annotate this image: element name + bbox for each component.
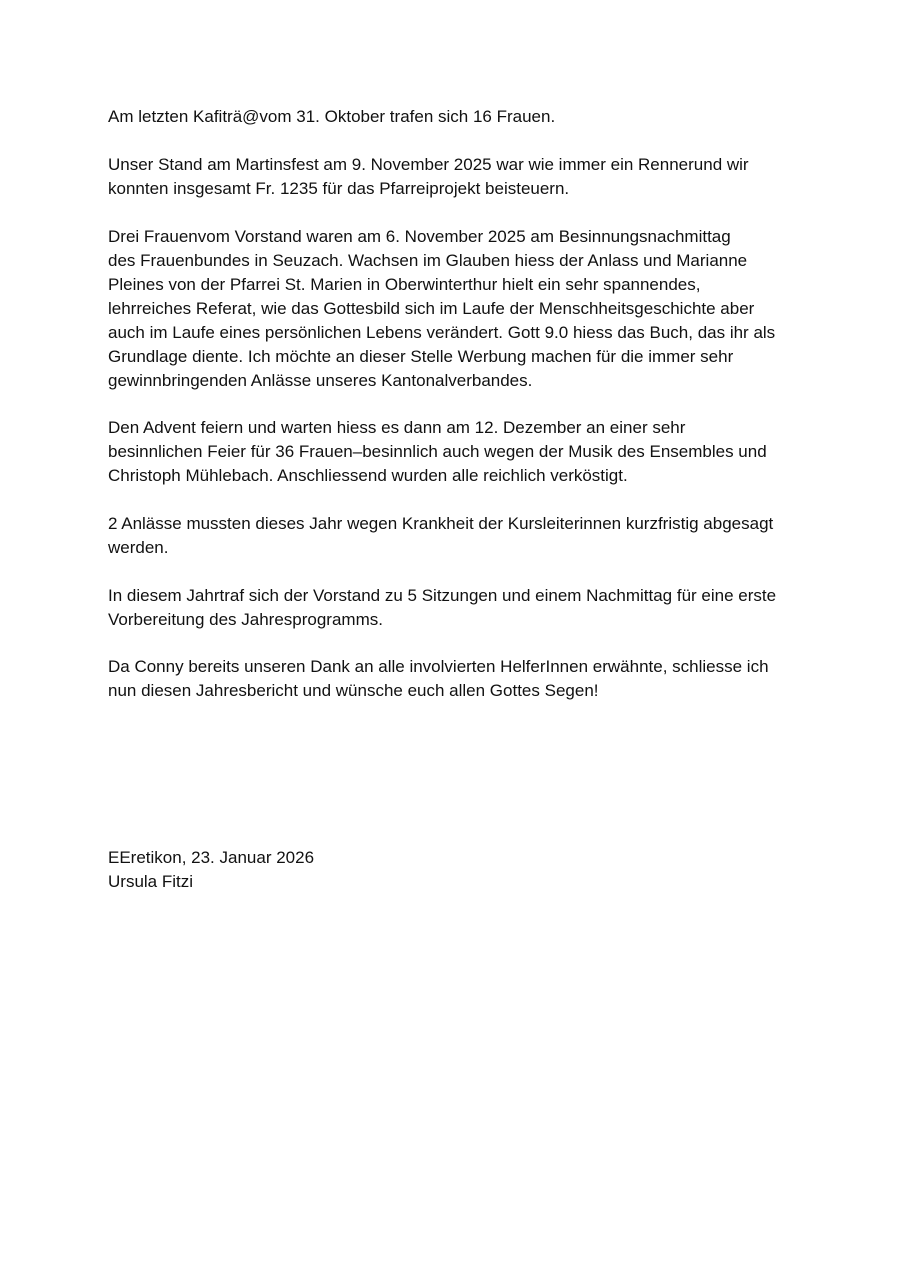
- paragraph-martinsfest: [108, 153, 808, 201]
- text-line: Grundlage diente. Ich möchte an dieser Stelle Werbung machen für die immer sehr: [108, 347, 734, 366]
- text-line: Vorbereitung des Jahresprogramms.: [108, 610, 383, 629]
- paragraph-advent: [108, 416, 808, 488]
- text-line: lehrreiches Referat, wie das Gottesbild sich im Laufe der Menschheitsgeschichte aber: [108, 299, 755, 318]
- text-line: des Frauenbundes in Seuzach. Wachsen im Glauben hiess der Anlass und Marianne: [108, 251, 748, 270]
- text-line: werden.: [108, 538, 169, 557]
- paragraph-kafitrae: [108, 105, 808, 129]
- text-line: Pleines von der Pfarrei St. Marien in Oberwinterthur hielt ein sehr spannendes,: [108, 275, 701, 294]
- paragraph-dank: [108, 655, 808, 703]
- signature-place-date: EEretikon, 23. Januar 2026: [108, 848, 315, 867]
- text-line: Christoph Mühlebach. Anschliessend wurden alle reichlich verköstigt.: [108, 466, 628, 485]
- text-line: Drei Frauenvom Vorstand waren am 6. November 2025 am Besinnungsnachmittag: [108, 227, 731, 246]
- text-line: konnten insgesamt Fr. 1235 für das Pfarreiprojekt beisteuern.: [108, 179, 570, 198]
- text-line: Am letzten Kafiträ@vom 31. Oktober trafen sich 16 Frauen.: [108, 107, 556, 126]
- text-line: nun diesen Jahresbericht und wünsche euch allen Gottes Segen!: [108, 681, 599, 700]
- text-line: gewinnbringenden Anlässe unseres Kantonalverbandes.: [108, 371, 533, 390]
- paragraph-abgesagt: [108, 512, 808, 560]
- signature-block: [108, 846, 808, 894]
- paragraph-besinnungsnachmittag: [108, 225, 808, 393]
- text-line: Unser Stand am Martinsfest am 9. November 2025 war wie immer ein Rennerund wir: [108, 155, 749, 174]
- text-line: In diesem Jahrtraf sich der Vorstand zu 5 Sitzungen und einem Nachmittag für eine erste: [108, 586, 777, 605]
- signature-name: Ursula Fitzi: [108, 872, 194, 891]
- text-line: 2 Anlässe mussten dieses Jahr wegen Krankheit der Kursleiterinnen kurzfristig abgesagt: [108, 514, 774, 533]
- text-line: auch im Laufe eines persönlichen Lebens verändert. Gott 9.0 hiess das Buch, das ihr als: [108, 323, 776, 342]
- text-line: Den Advent feiern und warten hiess es dann am 12. Dezember an einer sehr: [108, 418, 686, 437]
- paragraph-vorstand: [108, 584, 808, 632]
- text-line: Da Conny bereits unseren Dank an alle involvierten HelferInnen erwähnte, schliesse ich: [108, 657, 769, 676]
- text-line: besinnlichen Feier für 36 Frauen–besinnlich auch wegen der Musik des Ensembles und: [108, 442, 767, 461]
